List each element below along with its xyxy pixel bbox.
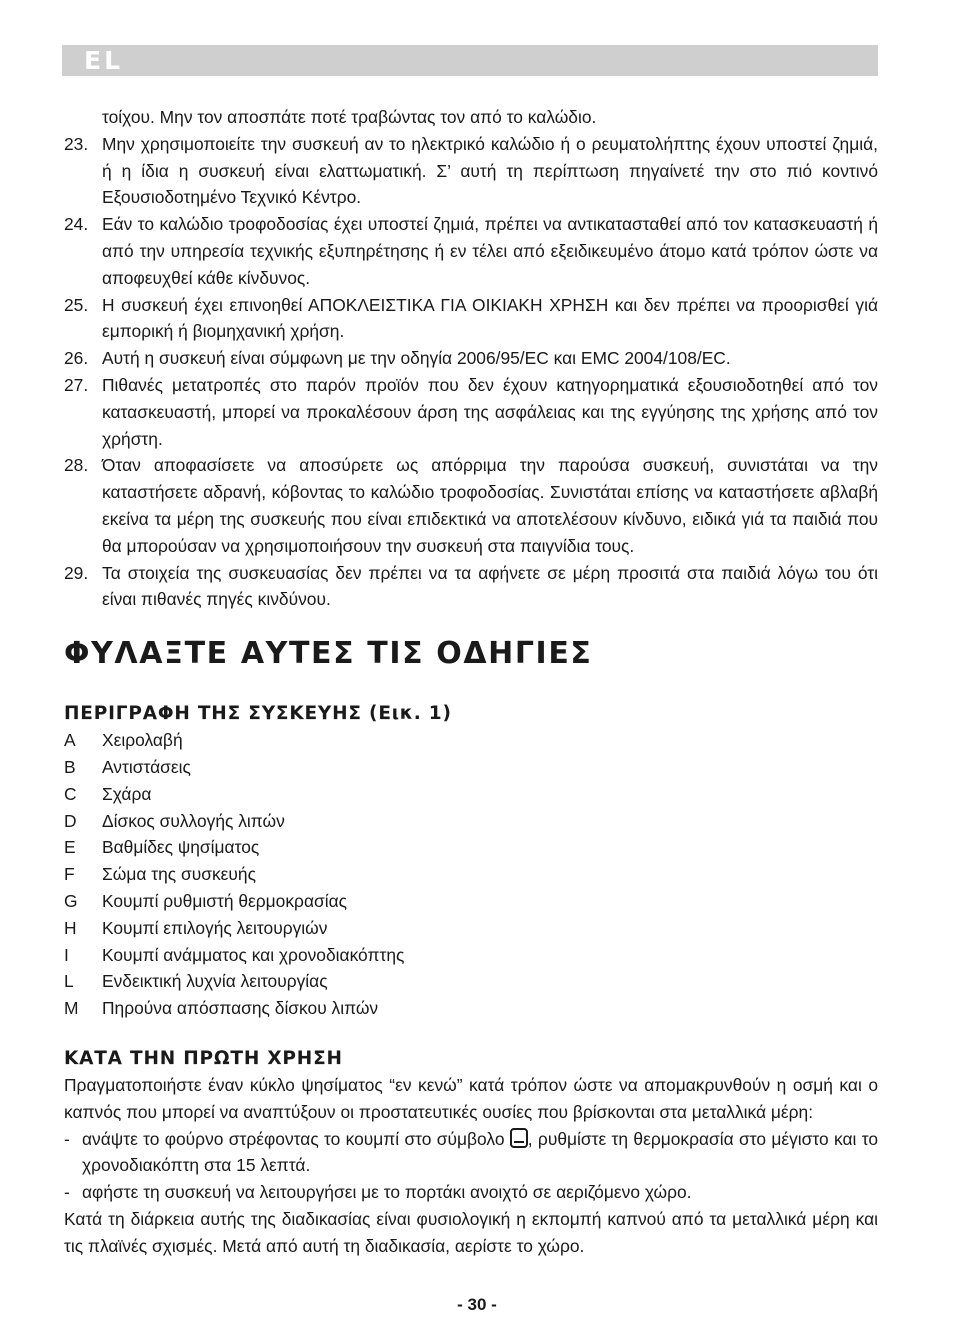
part-letter: L <box>64 971 74 992</box>
safety-item <box>64 345 878 372</box>
part-list-item <box>64 727 878 754</box>
part-letter: D <box>64 810 77 831</box>
save-instructions-heading: ΦΥΛΑΞΤΕ ΑΥΤΕΣ ΤΙΣ ΟΔΗΓΙΕΣ <box>64 636 593 672</box>
item-text: Όταν αποφασίσετε να αποσύρετε ως απόρριμα την παρούσα συσκευή, συνιστάται να την καταστήσετε αδρανή, κόβοντας το καλώδιο τροφοδοσίας. Συνιστάται επίσης να καταστήσετε αβλαβή εκείνα τα μέρη της συσκευής που είναι επιδεκτικά να αποτελέσουν κίνδυνο, ειδικά γιά τα παιδιά που θα μπορούσαν να χρησιμοποιήσουν την συσκευή στα παιγνίδια τους. <box>102 455 878 556</box>
item-text: Αυτή η συσκευή είναι σύμφωνη με την οδηγία 2006/95/EC και EMC 2004/108/EC. <box>102 348 731 369</box>
part-list-item <box>64 995 878 1022</box>
part-name: Πηρούνα απόσπασης δίσκου λιπών <box>102 998 379 1019</box>
part-name: Σχάρα <box>102 783 152 804</box>
part-name: Ενδεικτική λυχνία λειτουργίας <box>102 971 328 992</box>
safety-item <box>64 560 878 614</box>
step-text: αφήστε τη συσκευή να λειτουργήσει με το πορτάκι ανοιχτό σε αεριζόμενο χώρο. <box>82 1182 692 1203</box>
item-number: 26. <box>64 348 89 369</box>
first-use-step <box>64 1179 878 1206</box>
safety-item <box>64 292 878 346</box>
dash-bullet: - <box>64 1182 70 1203</box>
part-name: Κουμπί επιλογής λειτουργιών <box>102 917 328 938</box>
safety-item <box>64 372 878 452</box>
part-list-item <box>64 754 878 781</box>
first-use-outro: Κατά τη διάρκεια αυτής της διαδικασίας είναι φυσιολογική η εκπομπή καπνού από τα μεταλλικά μέρη και τις πλαϊνές σχισμές. Μετά από αυτή τη διαδικασία, αερίστε το χώρο. <box>64 1208 878 1256</box>
part-name: Δίσκος συλλογής λιπών <box>102 810 285 831</box>
language-bar <box>62 45 878 76</box>
part-list-item <box>64 915 878 942</box>
item-text: Εάν το καλώδιο τροφοδοσίας έχει υποστεί ζημιά, πρέπει να αντικατασταθεί από τον κατασκευαστή ή από την υπηρεσία τεχνικής εξυπηρέτησης ή εν τέλει από εξειδικευμένο άτομο κατά τρόπον ώστε να αποφευχθεί κάθε κίνδυνος. <box>102 214 878 288</box>
part-list-item <box>64 861 878 888</box>
safety-item <box>64 131 878 211</box>
part-name: Αντιστάσεις <box>102 756 191 777</box>
item-number: 27. <box>64 374 89 395</box>
page-content <box>64 104 878 1259</box>
part-list-item <box>64 781 878 808</box>
part-name: Κουμπί ρυθμιστή θερμοκρασίας <box>102 890 348 911</box>
part-letter: H <box>64 917 77 938</box>
item-number: 24. <box>64 214 89 235</box>
first-use-heading: ΚΑΤΑ ΤΗΝ ΠΡΩΤΗ ΧΡΗΣΗ <box>64 1047 343 1069</box>
step-text-after: , ρυθμίστε τη θερμοκρασία στο μέγιστο και το χρονοδιακόπτη στα 15 λεπτά. <box>82 1128 878 1176</box>
language-label: EL <box>84 46 124 75</box>
part-list-item <box>64 834 878 861</box>
part-list-item <box>64 942 878 969</box>
part-letter: B <box>64 756 76 777</box>
item-number: 25. <box>64 294 89 315</box>
item-text: Πιθανές μετατροπές στο παρόν προϊόν που δεν έχουν κατηγορηματικά εξουσιοδοτηθεί από τον κατασκευαστή, μπορεί να προκαλέσουν άρση της ασφάλειας και της εγγύησης της χρήσης από τον χρήστη. <box>102 374 878 449</box>
part-name: Βαθμίδες ψησίματος <box>102 837 260 858</box>
part-list-item <box>64 888 878 915</box>
item-number: 28. <box>64 455 89 476</box>
part-name: Σώμα της συσκευής <box>102 864 256 885</box>
page-number: - 30 - <box>457 1295 497 1314</box>
part-letter: A <box>64 730 76 751</box>
step-text-before: ανάψτε το φούρνο στρέφοντας το κουμπί στο σύμβολο <box>82 1128 510 1149</box>
part-name: Χειρολαβή <box>102 730 183 751</box>
part-letter: I <box>64 944 69 965</box>
item-text: Τα στοιχεία της συσκευασίας δεν πρέπει να τα αφήνετε σε μέρη προσιτά στα παιδιά λόγω του ότι είναι πιθανές πηγές κινδύνου. <box>102 562 878 610</box>
item-number: 23. <box>64 133 89 154</box>
part-letter: G <box>64 890 78 911</box>
safety-item-continuation: τοίχου. Μην τον αποσπάτε ποτέ τραβώντας τον από το καλώδιο. <box>102 107 597 127</box>
description-heading: ΠΕΡΙΓΡΑΦΗ ΤΗΣ ΣΥΣΚΕΥΗΣ (Εικ. 1) <box>64 703 452 725</box>
part-list-item <box>64 968 878 995</box>
part-name: Κουμπί ανάμματος και χρονοδιακόπτης <box>102 944 405 965</box>
safety-item <box>64 452 878 559</box>
item-text: Η συσκευή έχει επινοηθεί ΑΠΟΚΛΕΙΣΤΙΚΑ ΓΙΑ ΟΙΚΙΑΚΗ ΧΡΗΣΗ και δεν πρέπει να προορισθεί γιά εμπορική ή βιομηχανική χρήση. <box>102 294 878 342</box>
part-list-item <box>64 808 878 835</box>
part-letter: M <box>64 998 79 1019</box>
part-letter: F <box>64 864 75 885</box>
item-text: Μην χρησιμοποιείτε την συσκευή αν το ηλεκτρικό καλώδιο ή ο ρευματολήπτης έχουν υποστεί ζημιά, ή η ίδια η συσκευή είναι ελαττωματική. Σ’ αυτή τη περίπτωση πηγαίνετέ την στο πιό κοντινό Εξουσιοδοτημένο Τεχνικό Κέντρο. <box>102 133 878 208</box>
first-use-intro: Πραγματοποιήστε έναν κύκλο ψησίματος “εν κενώ” κατά τρόπον ώστε να απομακρυνθούν η οσμή και ο καπνός που μπορεί να αναπτύξουν οι προστατευτικές ουσίες που βρίσκονται στα μεταλλικά μέρη: <box>64 1074 878 1122</box>
part-letter: C <box>64 783 77 804</box>
first-use-step <box>64 1126 878 1180</box>
dash-bullet: - <box>64 1128 70 1149</box>
safety-item <box>64 211 878 291</box>
part-letter: E <box>64 837 76 858</box>
oven-symbol-icon <box>510 1128 528 1148</box>
item-number: 29. <box>64 562 89 583</box>
